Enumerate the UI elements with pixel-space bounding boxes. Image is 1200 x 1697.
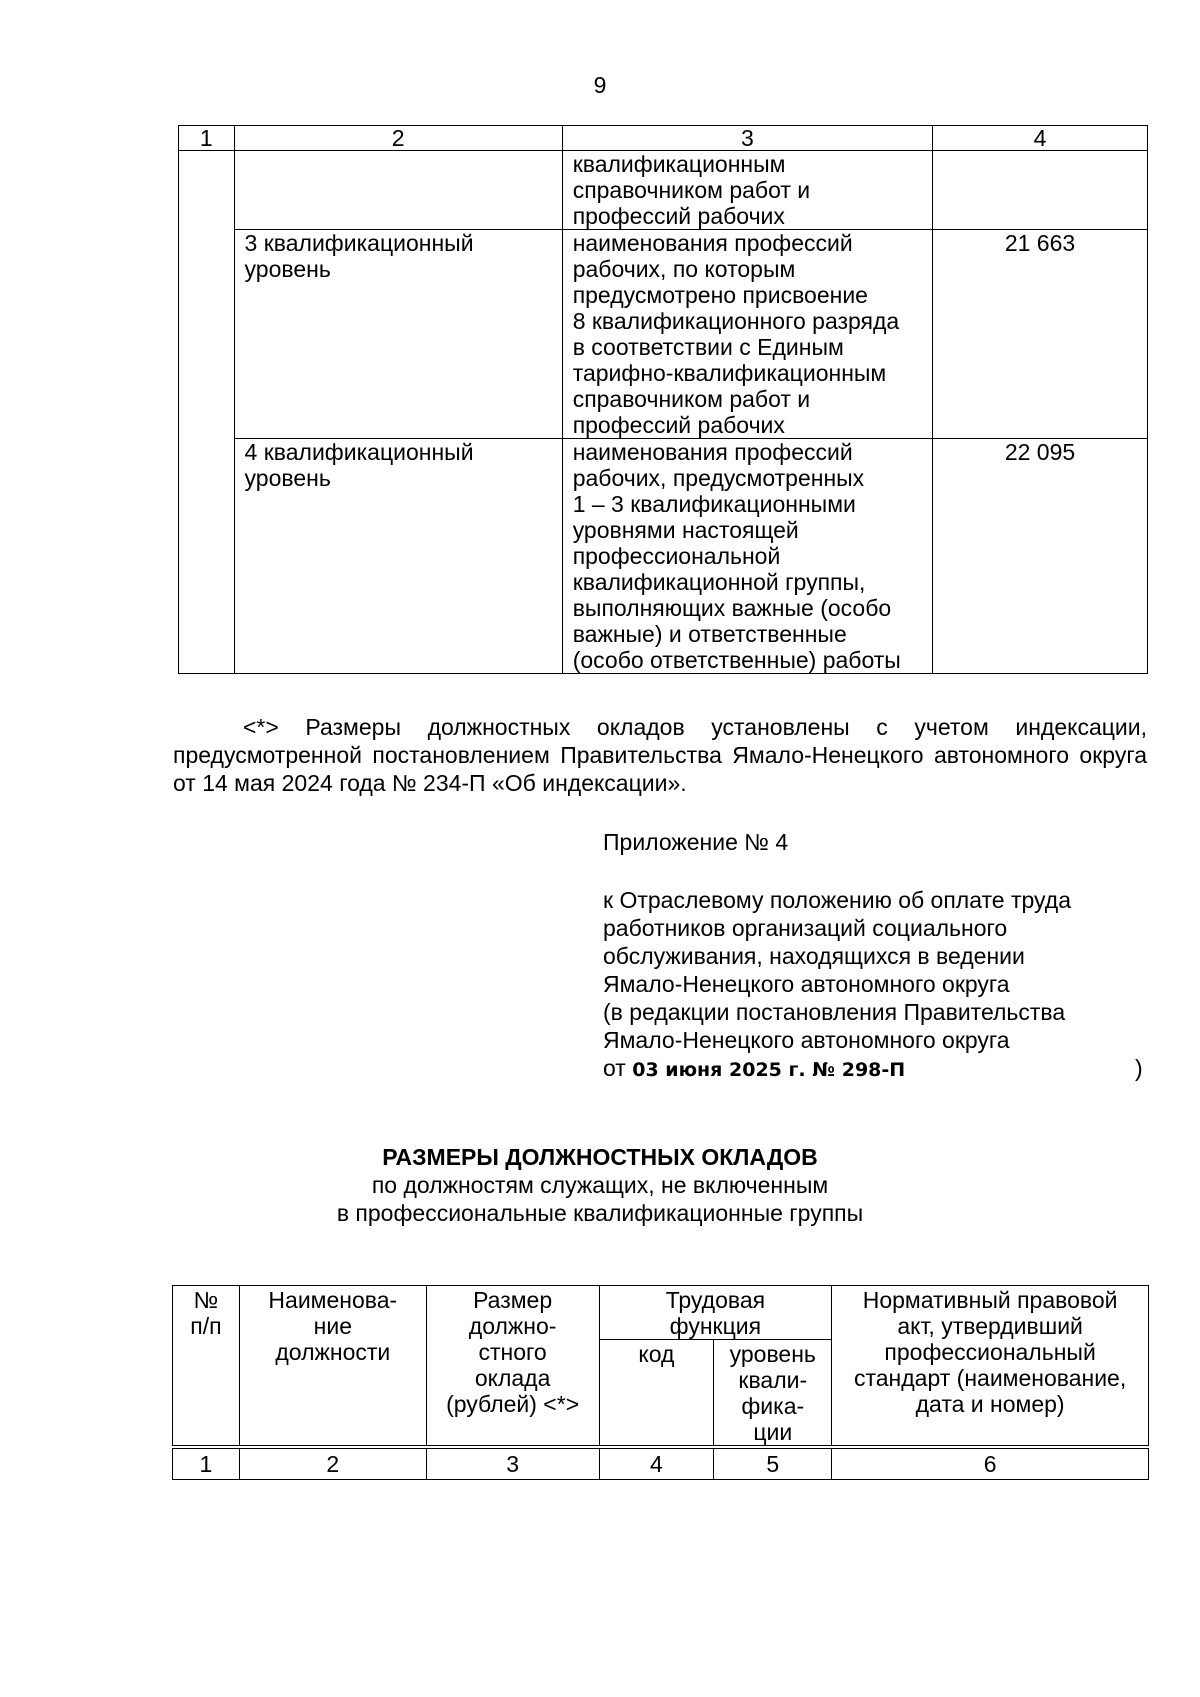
table-header-row (173, 1286, 1149, 1340)
column-number: 3 (562, 126, 932, 151)
text-line: профессий рабочих (572, 412, 785, 438)
column-number: 2 (234, 126, 562, 151)
text-line: уровнями настоящей (572, 517, 799, 543)
header-line: Размер (473, 1287, 553, 1313)
header-qualification-level (714, 1340, 832, 1448)
text-line: уровень (244, 465, 331, 491)
column-number: 3 (426, 1447, 599, 1480)
text-line: предусмотрено присвоение (572, 282, 868, 308)
text-line: справочником работ и (572, 386, 811, 412)
table-row (179, 151, 1148, 230)
heading-title: РАЗМЕРЫ ДОЛЖНОСТНЫХ ОКЛАДОВ (382, 1144, 818, 1170)
text-line: справочником работ и (572, 177, 811, 203)
salary-table-continued (178, 125, 1148, 674)
text-line: (особо ответственные) работы (572, 647, 901, 673)
header-line: профессиональный (884, 1339, 1096, 1365)
salary-cell (933, 151, 1148, 230)
level-cell (234, 439, 562, 674)
text-line: наименования профессий (572, 230, 853, 256)
salary-cell: 21 663 (933, 230, 1148, 439)
header-line: квали- (738, 1367, 808, 1393)
header-line: уровень (729, 1341, 816, 1367)
column-number: 5 (714, 1447, 832, 1480)
footnote: <*> Размеры должностных окладов установлены с учетом индексации, предусмотренной постановлением Правительства Ямало-Ненецкого автономного округа от 14 мая 2024 года № 234-П «Об индексации». (173, 714, 1147, 796)
header-line: оклада (474, 1365, 551, 1391)
header-line: п/п (190, 1313, 222, 1339)
description-cell (562, 439, 932, 674)
appendix-title: Приложение № 4 (603, 829, 789, 855)
header-line: Наименова- (268, 1287, 398, 1313)
heading-subtitle-line: по должностям служащих, не включенным (371, 1172, 829, 1198)
text-line: квалификационной группы, (572, 569, 866, 595)
heading-subtitle-line: в профессиональные квалификационные группы (336, 1200, 864, 1226)
column-numbers-row (173, 1447, 1149, 1480)
text-line: 1 – 3 квалификационными (572, 491, 856, 517)
description-cell (562, 230, 932, 439)
header-line: код (638, 1341, 675, 1367)
description-cell (562, 151, 932, 230)
text-line: квалификационным (572, 151, 786, 177)
header-line: ние (313, 1313, 352, 1339)
header-line: фика- (741, 1393, 805, 1419)
header-code (599, 1340, 714, 1448)
text-line: 4 квалификационный (244, 439, 474, 465)
appendix-line: (в редакции постановления Правительства (603, 999, 1066, 1025)
table-header-row (179, 126, 1148, 151)
header-legal-act (832, 1286, 1149, 1448)
text-line: наименования профессий (572, 439, 853, 465)
text-line: тарифно-квалификационным (572, 360, 887, 386)
date-prefix: от (603, 1055, 626, 1081)
column-number: 1 (173, 1447, 240, 1480)
header-line: дата и номер) (915, 1391, 1065, 1417)
column-number: 2 (239, 1447, 426, 1480)
text-line: выполняющих важные (особо (572, 595, 892, 621)
header-line: функция (669, 1313, 762, 1339)
column-number: 4 (599, 1447, 714, 1480)
column-number: 6 (832, 1447, 1149, 1480)
salary-table-employees (172, 1285, 1149, 1480)
resolution-date-number: 03 июня 2025 г. № 298-П (632, 1059, 906, 1081)
text-line: профессиональной (572, 543, 781, 569)
text-line: 3 квалификационный (244, 230, 474, 256)
header-salary-size (426, 1286, 599, 1448)
closing-paren: ) (1135, 1055, 1143, 1081)
header-line: Трудовая (665, 1287, 766, 1313)
header-line: стандарт (наименование, (853, 1365, 1127, 1391)
header-line: должно- (468, 1313, 557, 1339)
resolution-date-line (603, 1054, 1163, 1082)
header-position-name (239, 1286, 426, 1448)
header-number (173, 1286, 240, 1448)
text-line: рабочих, предусмотренных (572, 465, 865, 491)
appendix-line: Ямало-Ненецкого автономного округа (603, 1027, 1010, 1053)
text-line: 8 квалификационного разряда (572, 308, 900, 334)
appendix-line: обслуживания, находящихся в ведении (603, 943, 1025, 969)
table-row (179, 230, 1148, 439)
appendix-line: Ямало-Ненецкого автономного округа (603, 971, 1010, 997)
appendix-reference (603, 886, 1163, 1082)
text-line: профессий рабочих (572, 203, 785, 229)
header-line: акт, утвердивший (897, 1313, 1083, 1339)
column-number: 4 (933, 126, 1148, 151)
text-line: в соответствии с Единым (572, 334, 844, 360)
header-labor-function (599, 1286, 832, 1340)
text-line: важные) и ответственные (572, 621, 847, 647)
header-line: № (193, 1287, 219, 1313)
group-cell (179, 151, 235, 674)
level-cell (234, 230, 562, 439)
text-line: уровень (244, 256, 331, 282)
appendix-line: работников организаций социального (603, 915, 1008, 941)
salary-cell: 22 095 (933, 439, 1148, 674)
appendix-line: к Отраслевому положению об оплате труда (603, 887, 1071, 913)
header-line: Нормативный правовой (862, 1287, 1118, 1313)
section-heading (0, 1143, 1200, 1227)
text-line: рабочих, по которым (572, 256, 796, 282)
level-cell (234, 151, 562, 230)
header-line: ции (753, 1419, 793, 1445)
table-row (179, 439, 1148, 674)
header-line: (рублей) <*> (446, 1391, 580, 1417)
header-line: должности (275, 1339, 391, 1365)
column-number: 1 (179, 126, 235, 151)
page-number: 9 (593, 72, 607, 98)
header-line: стного (478, 1339, 547, 1365)
